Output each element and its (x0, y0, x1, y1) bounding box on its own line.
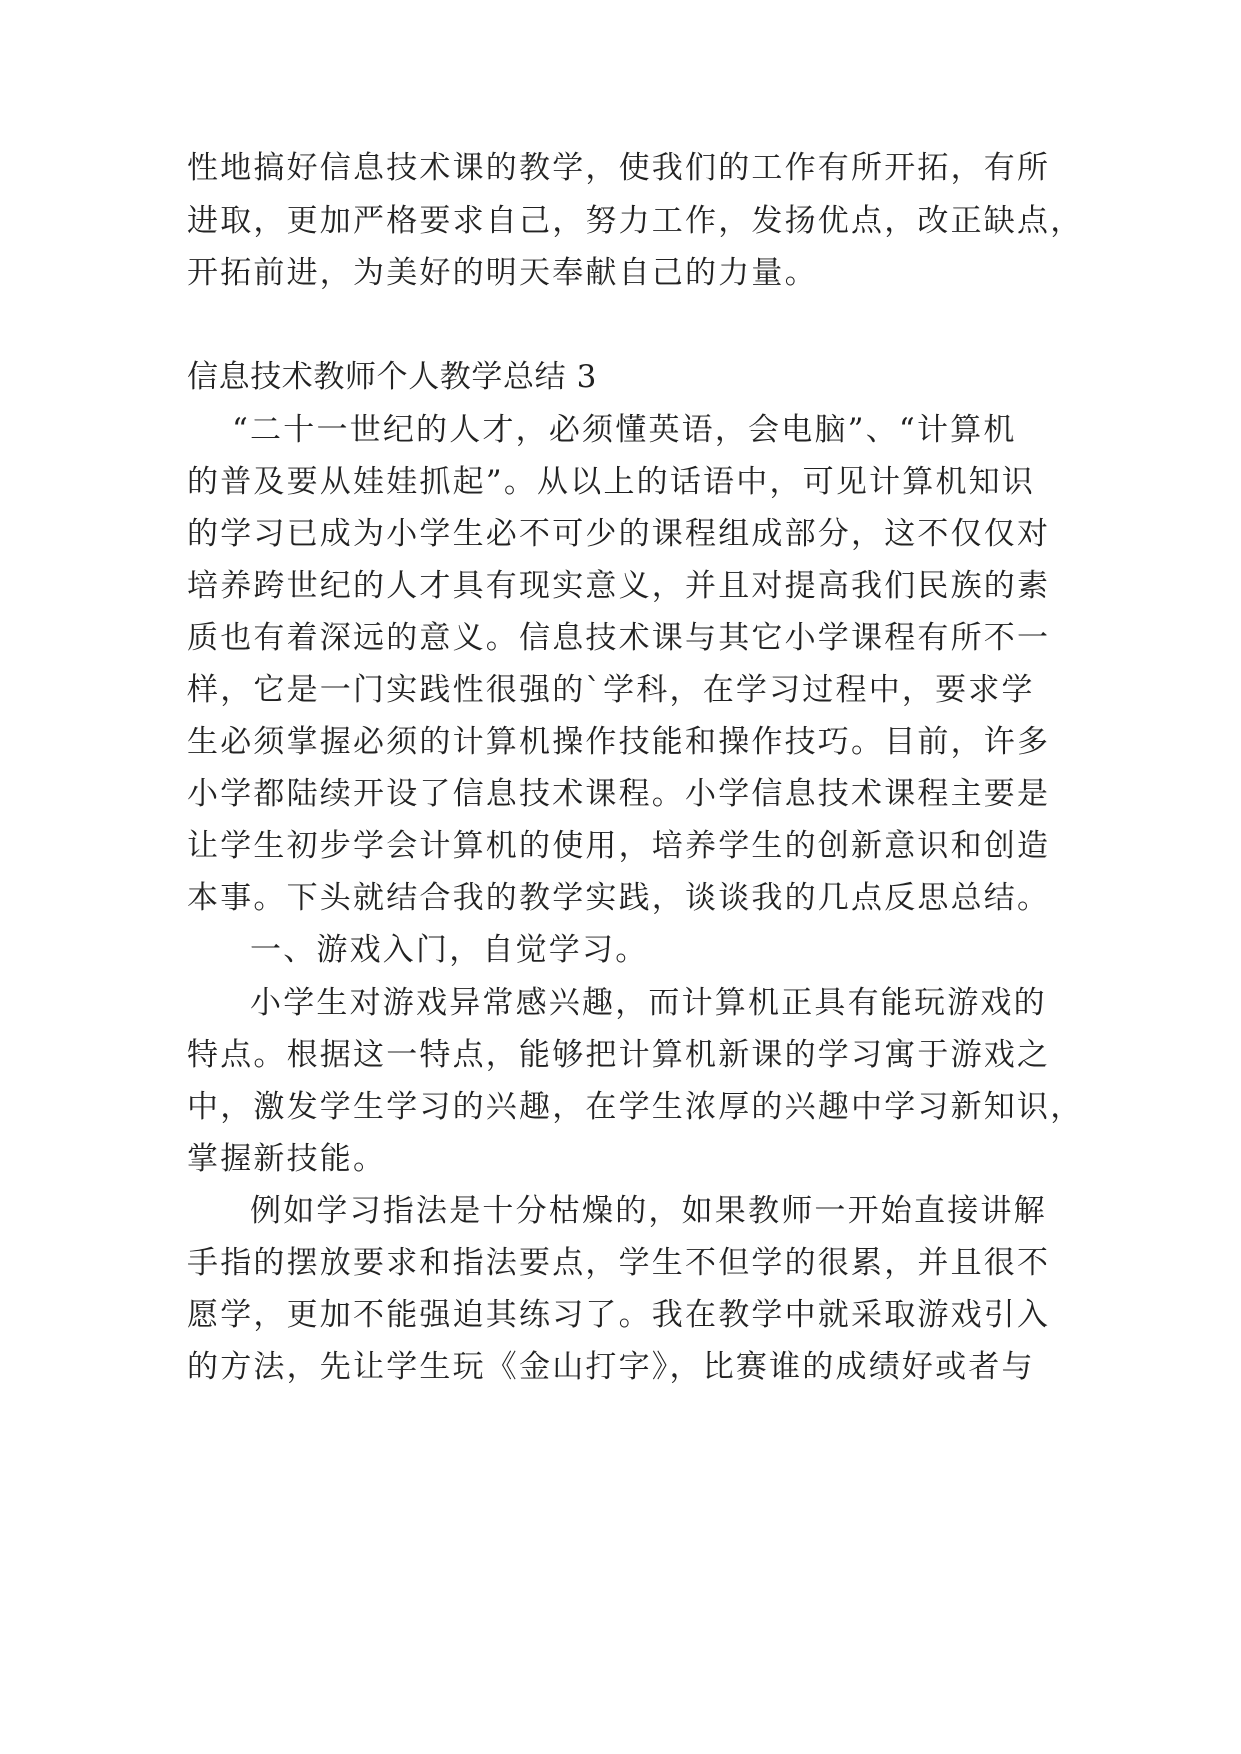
text-line: 掌握新技能。 (187, 1141, 387, 1177)
section-title: 信息技术教师个人教学总结 3 (187, 359, 597, 395)
text-line: 进取，更加严格要求自己，努力工作，发扬优点，改正缺点， (187, 203, 1084, 239)
text-line: 开拓前进，为美好的明天奉献自己的力量。 (187, 255, 818, 291)
subheading: 一、游戏入门，自觉学习。 (250, 932, 649, 968)
text-line: 中，激发学生学习的兴趣，在学生浓厚的兴趣中学习新知识， (187, 1089, 1084, 1125)
text-line: 特点。根据这一特点，能够把计算机新课的学习寓于游戏之 (187, 1037, 1051, 1073)
text-line: 小学生对游戏异常感兴趣，而计算机正具有能玩游戏的 (250, 985, 1047, 1021)
text-line: 例如学习指法是十分枯燥的，如果教师一开始直接讲解 (250, 1193, 1047, 1229)
text-line: 质也有着深远的意义。信息技术课与其它小学课程有所不一 (187, 620, 1051, 656)
text-line: 本事。下头就结合我的教学实践，谈谈我的几点反思总结。 (187, 880, 1051, 916)
text-line: 的方法，先让学生玩《金山打字》，比赛谁的成绩好或者与 (187, 1349, 1035, 1385)
text-line: “二十一世纪的人才，必须懂英语，会电脑”、“计算机 (232, 412, 1017, 448)
text-line: 培养跨世纪的人才具有现实意义，并且对提高我们民族的素 (187, 568, 1051, 604)
text-line: 的普及要从娃娃抓起”。从以上的话语中，可见计算机知识 (187, 464, 1036, 500)
text-line: 性地搞好信息技术课的教学，使我们的工作有所开拓，有所 (187, 150, 1051, 186)
text-line: 的学习已成为小学生必不可少的课程组成部分，这不仅仅对 (187, 516, 1051, 552)
text-line: 手指的摆放要求和指法要点，学生不但学的很累，并且很不 (187, 1245, 1051, 1281)
text-line: 生必须掌握必须的计算机操作技能和操作技巧。目前，许多 (187, 724, 1051, 760)
text-line: 样，它是一门实践性很强的`学科，在学习过程中，要求学 (187, 672, 1035, 708)
text-line: 小学都陆续开设了信息技术课程。小学信息技术课程主要是 (187, 776, 1051, 812)
text-line: 让学生初步学会计算机的使用，培养学生的创新意识和创造 (187, 828, 1051, 864)
text-line: 愿学，更加不能强迫其练习了。我在教学中就采取游戏引入 (187, 1297, 1051, 1333)
